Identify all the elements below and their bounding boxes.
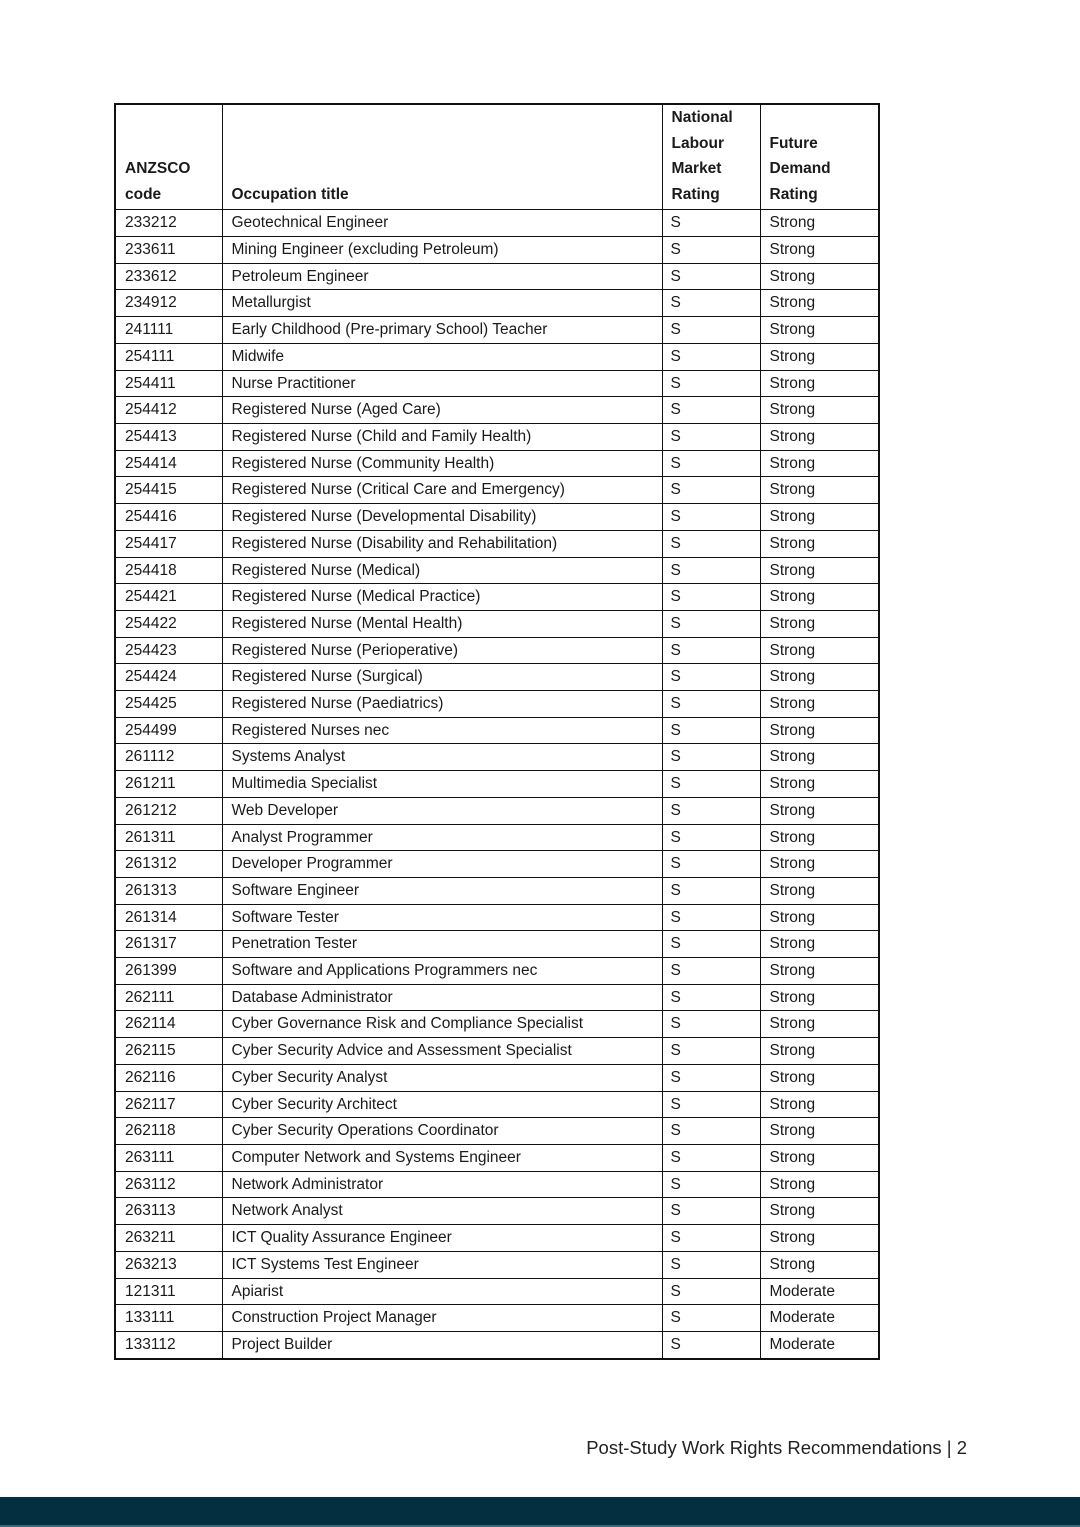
national-rating-cell: S — [662, 771, 760, 798]
occupation-title-cell: Cyber Security Analyst — [222, 1064, 662, 1091]
table-row — [115, 984, 879, 1011]
table-row — [115, 1198, 879, 1225]
table-body — [115, 210, 879, 1359]
future-demand-cell: Strong — [760, 504, 879, 531]
national-rating-cell: S — [662, 1038, 760, 1065]
future-demand-cell: Strong — [760, 557, 879, 584]
table-row — [115, 1118, 879, 1145]
future-demand-cell: Strong — [760, 931, 879, 958]
future-demand-cell: Strong — [760, 584, 879, 611]
anzsco-code-cell: 263112 — [115, 1171, 222, 1198]
anzsco-code-cell: 133112 — [115, 1331, 222, 1358]
future-demand-cell: Strong — [760, 343, 879, 370]
anzsco-code-cell: 262118 — [115, 1118, 222, 1145]
anzsco-code-cell: 254415 — [115, 477, 222, 504]
future-demand-cell: Strong — [760, 744, 879, 771]
anzsco-code-cell: 261399 — [115, 958, 222, 985]
occupation-title-cell: Registered Nurse (Paediatrics) — [222, 691, 662, 718]
anzsco-code-cell: 254499 — [115, 717, 222, 744]
table-row — [115, 343, 879, 370]
anzsco-code-cell: 261112 — [115, 744, 222, 771]
anzsco-code-cell: 263113 — [115, 1198, 222, 1225]
table-row — [115, 904, 879, 931]
national-rating-cell: S — [662, 664, 760, 691]
national-rating-cell: S — [662, 210, 760, 237]
table-row — [115, 290, 879, 317]
anzsco-code-cell: 254425 — [115, 691, 222, 718]
occupation-title-cell: Registered Nurse (Surgical) — [222, 664, 662, 691]
future-demand-cell: Strong — [760, 1225, 879, 1252]
national-rating-cell: S — [662, 237, 760, 264]
future-demand-cell: Strong — [760, 984, 879, 1011]
anzsco-code-cell: 254418 — [115, 557, 222, 584]
national-rating-cell: S — [662, 557, 760, 584]
occupation-title-cell: Network Analyst — [222, 1198, 662, 1225]
future-demand-cell: Strong — [760, 370, 879, 397]
anzsco-code-cell: 254411 — [115, 370, 222, 397]
anzsco-code-cell: 254421 — [115, 584, 222, 611]
occupation-title-cell: Systems Analyst — [222, 744, 662, 771]
national-rating-cell: S — [662, 744, 760, 771]
occupation-title-cell: Computer Network and Systems Engineer — [222, 1144, 662, 1171]
future-demand-cell: Strong — [760, 1251, 879, 1278]
anzsco-code-cell: 262114 — [115, 1011, 222, 1038]
national-rating-cell: S — [662, 1118, 760, 1145]
future-demand-cell: Strong — [760, 397, 879, 424]
anzsco-code-cell: 121311 — [115, 1278, 222, 1305]
table-row — [115, 851, 879, 878]
anzsco-code-cell: 254423 — [115, 637, 222, 664]
future-demand-cell: Strong — [760, 637, 879, 664]
occupation-title-cell: Software Engineer — [222, 877, 662, 904]
table-row — [115, 1251, 879, 1278]
table-row — [115, 931, 879, 958]
occupation-title-cell: Geotechnical Engineer — [222, 210, 662, 237]
occupation-title-cell: Apiarist — [222, 1278, 662, 1305]
occupation-title-cell: Cyber Governance Risk and Compliance Specialist — [222, 1011, 662, 1038]
occupation-title-cell: Registered Nurse (Developmental Disability) — [222, 504, 662, 531]
future-demand-cell: Strong — [760, 717, 879, 744]
table-row — [115, 637, 879, 664]
occupation-title-cell: Project Builder — [222, 1331, 662, 1358]
occupation-title-cell: Midwife — [222, 343, 662, 370]
future-demand-cell: Strong — [760, 1118, 879, 1145]
anzsco-code-cell: 234912 — [115, 290, 222, 317]
table-row — [115, 424, 879, 451]
anzsco-code-cell: 263211 — [115, 1225, 222, 1252]
future-demand-cell: Strong — [760, 1171, 879, 1198]
occupation-title-cell: Multimedia Specialist — [222, 771, 662, 798]
occupation-title-cell: Registered Nurse (Medical Practice) — [222, 584, 662, 611]
table-row — [115, 1091, 879, 1118]
national-rating-cell: S — [662, 958, 760, 985]
future-demand-cell: Strong — [760, 1011, 879, 1038]
table-row — [115, 1064, 879, 1091]
header-occupation-title: Occupation title — [222, 104, 662, 210]
national-rating-cell: S — [662, 1144, 760, 1171]
future-demand-cell: Moderate — [760, 1305, 879, 1332]
occupation-title-cell: Cyber Security Architect — [222, 1091, 662, 1118]
national-rating-cell: S — [662, 1198, 760, 1225]
anzsco-code-cell: 261311 — [115, 824, 222, 851]
table-row — [115, 1171, 879, 1198]
national-rating-cell: S — [662, 877, 760, 904]
table-row — [115, 691, 879, 718]
table-row — [115, 1038, 879, 1065]
occupation-title-cell: Early Childhood (Pre-primary School) Teacher — [222, 317, 662, 344]
occupation-title-cell: Registered Nurse (Critical Care and Emergency) — [222, 477, 662, 504]
future-demand-cell: Strong — [760, 530, 879, 557]
future-demand-cell: Strong — [760, 424, 879, 451]
future-demand-cell: Strong — [760, 904, 879, 931]
anzsco-code-cell: 254111 — [115, 343, 222, 370]
anzsco-code-cell: 261211 — [115, 771, 222, 798]
table-row — [115, 797, 879, 824]
future-demand-cell: Strong — [760, 1091, 879, 1118]
future-demand-cell: Strong — [760, 1198, 879, 1225]
table-row — [115, 370, 879, 397]
occupation-title-cell: Registered Nurse (Community Health) — [222, 450, 662, 477]
table-row — [115, 877, 879, 904]
national-rating-cell: S — [662, 1331, 760, 1358]
table-row — [115, 1225, 879, 1252]
national-rating-cell: S — [662, 1064, 760, 1091]
national-rating-cell: S — [662, 637, 760, 664]
anzsco-code-cell: 261317 — [115, 931, 222, 958]
future-demand-cell: Strong — [760, 263, 879, 290]
national-rating-cell: S — [662, 1278, 760, 1305]
table-row — [115, 450, 879, 477]
occupation-title-cell: Penetration Tester — [222, 931, 662, 958]
occupation-title-cell: Software and Applications Programmers nec — [222, 958, 662, 985]
table-row — [115, 397, 879, 424]
table-row — [115, 530, 879, 557]
anzsco-code-cell: 262111 — [115, 984, 222, 1011]
national-rating-cell: S — [662, 851, 760, 878]
future-demand-cell: Strong — [760, 1064, 879, 1091]
national-rating-cell: S — [662, 343, 760, 370]
national-rating-cell: S — [662, 584, 760, 611]
anzsco-code-cell: 254416 — [115, 504, 222, 531]
table-row — [115, 263, 879, 290]
anzsco-code-cell: 241111 — [115, 317, 222, 344]
footer-text: Post-Study Work Rights Recommendations | 2 — [586, 1437, 967, 1458]
national-rating-cell: S — [662, 317, 760, 344]
table-header-row — [115, 104, 879, 210]
table-row — [115, 1305, 879, 1332]
future-demand-cell: Moderate — [760, 1331, 879, 1358]
occupation-title-cell: ICT Systems Test Engineer — [222, 1251, 662, 1278]
anzsco-code-cell: 233212 — [115, 210, 222, 237]
table-row — [115, 237, 879, 264]
national-rating-cell: S — [662, 1305, 760, 1332]
anzsco-code-cell: 262116 — [115, 1064, 222, 1091]
anzsco-code-cell: 254412 — [115, 397, 222, 424]
national-rating-cell: S — [662, 691, 760, 718]
occupation-title-cell: Registered Nurse (Mental Health) — [222, 610, 662, 637]
anzsco-code-cell: 261314 — [115, 904, 222, 931]
table-row — [115, 1278, 879, 1305]
national-rating-cell: S — [662, 477, 760, 504]
header-anzsco-code: ANZSCO code — [115, 104, 222, 210]
national-rating-cell: S — [662, 504, 760, 531]
occupation-title-cell: ICT Quality Assurance Engineer — [222, 1225, 662, 1252]
future-demand-cell: Strong — [760, 317, 879, 344]
occupation-title-cell: Petroleum Engineer — [222, 263, 662, 290]
national-rating-cell: S — [662, 530, 760, 557]
anzsco-code-cell: 261313 — [115, 877, 222, 904]
table-row — [115, 717, 879, 744]
future-demand-cell: Strong — [760, 1038, 879, 1065]
national-rating-cell: S — [662, 824, 760, 851]
anzsco-code-cell: 261212 — [115, 797, 222, 824]
occupation-title-cell: Cyber Security Operations Coordinator — [222, 1118, 662, 1145]
table-row — [115, 610, 879, 637]
future-demand-cell: Strong — [760, 824, 879, 851]
occupation-title-cell: Registered Nurse (Perioperative) — [222, 637, 662, 664]
occupation-title-cell: Registered Nurse (Disability and Rehabilitation) — [222, 530, 662, 557]
anzsco-code-cell: 254413 — [115, 424, 222, 451]
occupation-table — [114, 103, 880, 1360]
anzsco-code-cell: 254422 — [115, 610, 222, 637]
anzsco-code-cell: 263213 — [115, 1251, 222, 1278]
future-demand-cell: Strong — [760, 771, 879, 798]
national-rating-cell: S — [662, 397, 760, 424]
occupation-title-cell: Network Administrator — [222, 1171, 662, 1198]
anzsco-code-cell: 262117 — [115, 1091, 222, 1118]
national-rating-cell: S — [662, 717, 760, 744]
national-rating-cell: S — [662, 424, 760, 451]
table-row — [115, 824, 879, 851]
national-rating-cell: S — [662, 370, 760, 397]
table-row — [115, 504, 879, 531]
future-demand-cell: Strong — [760, 691, 879, 718]
future-demand-cell: Strong — [760, 477, 879, 504]
occupation-title-cell: Registered Nurse (Aged Care) — [222, 397, 662, 424]
national-rating-cell: S — [662, 1091, 760, 1118]
national-rating-cell: S — [662, 290, 760, 317]
national-rating-cell: S — [662, 984, 760, 1011]
occupation-title-cell: Database Administrator — [222, 984, 662, 1011]
anzsco-code-cell: 261312 — [115, 851, 222, 878]
anzsco-code-cell: 133111 — [115, 1305, 222, 1332]
occupation-title-cell: Nurse Practitioner — [222, 370, 662, 397]
national-rating-cell: S — [662, 610, 760, 637]
occupation-title-cell: Registered Nurse (Child and Family Health) — [222, 424, 662, 451]
anzsco-code-cell: 233612 — [115, 263, 222, 290]
table-row — [115, 210, 879, 237]
occupation-title-cell: Metallurgist — [222, 290, 662, 317]
national-rating-cell: S — [662, 1171, 760, 1198]
future-demand-cell: Strong — [760, 797, 879, 824]
header-future-demand: Future Demand Rating — [760, 104, 879, 210]
table-row — [115, 664, 879, 691]
table-row — [115, 744, 879, 771]
header-national-rating: National Labour Market Rating — [662, 104, 760, 210]
national-rating-cell: S — [662, 450, 760, 477]
occupation-title-cell: Cyber Security Advice and Assessment Specialist — [222, 1038, 662, 1065]
future-demand-cell: Strong — [760, 610, 879, 637]
future-demand-cell: Moderate — [760, 1278, 879, 1305]
future-demand-cell: Strong — [760, 290, 879, 317]
future-demand-cell: Strong — [760, 210, 879, 237]
future-demand-cell: Strong — [760, 851, 879, 878]
table-row — [115, 771, 879, 798]
national-rating-cell: S — [662, 1251, 760, 1278]
table-row — [115, 557, 879, 584]
anzsco-code-cell: 262115 — [115, 1038, 222, 1065]
occupation-title-cell: Web Developer — [222, 797, 662, 824]
table-row — [115, 1331, 879, 1358]
anzsco-code-cell: 263111 — [115, 1144, 222, 1171]
anzsco-code-cell: 254424 — [115, 664, 222, 691]
future-demand-cell: Strong — [760, 450, 879, 477]
future-demand-cell: Strong — [760, 877, 879, 904]
table-row — [115, 317, 879, 344]
occupation-title-cell: Registered Nurse (Medical) — [222, 557, 662, 584]
anzsco-code-cell: 254414 — [115, 450, 222, 477]
table-row — [115, 958, 879, 985]
national-rating-cell: S — [662, 1011, 760, 1038]
table-row — [115, 477, 879, 504]
national-rating-cell: S — [662, 797, 760, 824]
national-rating-cell: S — [662, 1225, 760, 1252]
future-demand-cell: Strong — [760, 958, 879, 985]
anzsco-code-cell: 233611 — [115, 237, 222, 264]
occupation-title-cell: Software Tester — [222, 904, 662, 931]
occupation-title-cell: Mining Engineer (excluding Petroleum) — [222, 237, 662, 264]
footer-bar — [0, 1497, 1080, 1527]
table-row — [115, 1144, 879, 1171]
occupation-title-cell: Analyst Programmer — [222, 824, 662, 851]
occupation-title-cell: Developer Programmer — [222, 851, 662, 878]
table-row — [115, 584, 879, 611]
future-demand-cell: Strong — [760, 664, 879, 691]
future-demand-cell: Strong — [760, 237, 879, 264]
occupation-title-cell: Registered Nurses nec — [222, 717, 662, 744]
national-rating-cell: S — [662, 931, 760, 958]
national-rating-cell: S — [662, 263, 760, 290]
table-row — [115, 1011, 879, 1038]
national-rating-cell: S — [662, 904, 760, 931]
future-demand-cell: Strong — [760, 1144, 879, 1171]
occupation-title-cell: Construction Project Manager — [222, 1305, 662, 1332]
anzsco-code-cell: 254417 — [115, 530, 222, 557]
